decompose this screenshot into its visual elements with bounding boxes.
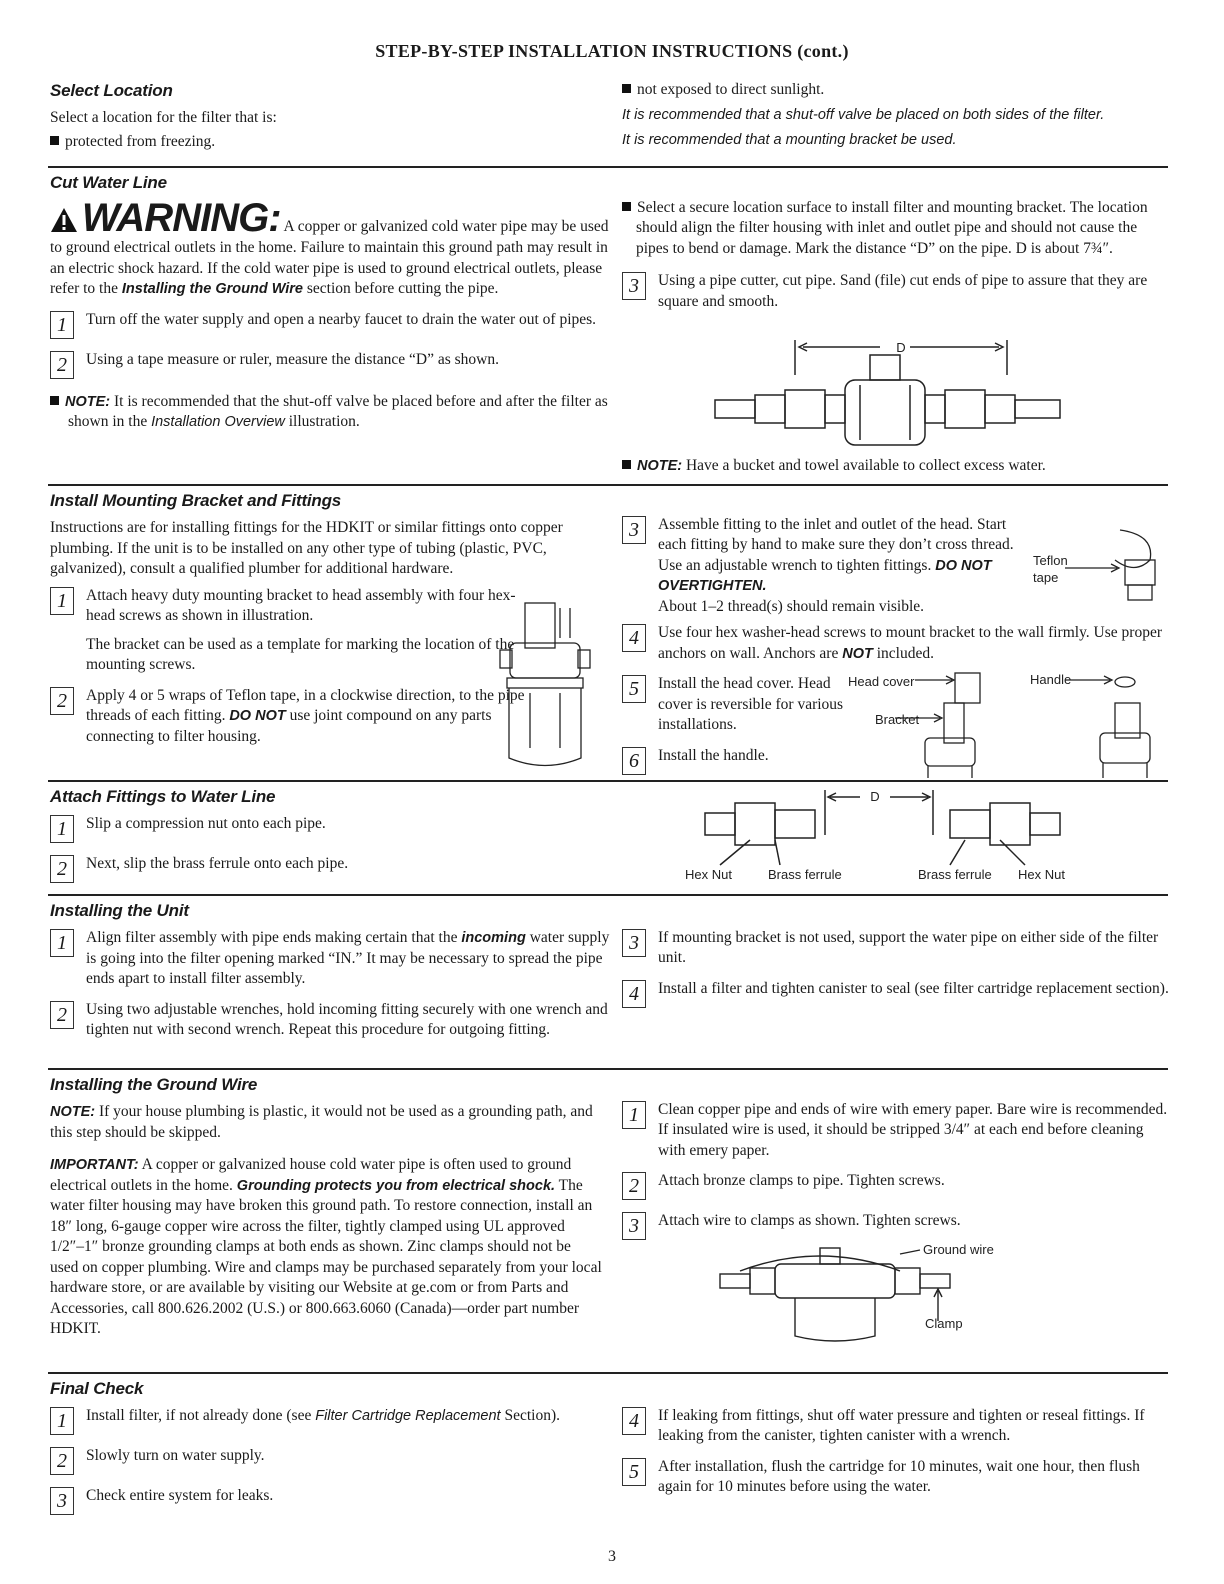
warning-paragraph [50, 198, 610, 299]
step-text: Slip a compression nut onto each pipe. [86, 815, 326, 833]
step-text-b: The bracket can be used as a template for marking the location of the mounting screws. [86, 635, 515, 674]
divider [48, 780, 1168, 782]
ground-note: NOTE: If your house plumbing is plastic, it would not be used as a grounding path, and this step should be skipped. [50, 1103, 593, 1141]
step-text: Install the head cover. Head cover is reversible for various installations. [658, 675, 844, 734]
cut-water-line-left [50, 172, 610, 433]
bullet-sunlight: not exposed to direct sunlight. [622, 80, 1172, 100]
warning-end: section before cutting the pipe. [306, 280, 499, 298]
ground-wire-diagram [720, 1236, 1020, 1346]
step-text: Check entire system for leaks. [86, 1487, 274, 1505]
final-step-2 [50, 1446, 602, 1476]
step-text: Using two adjustable wrenches, hold incoming fitting securely with one wrench and tighten nut with second wrench. Repeat this procedure for outgoing fitting. [86, 1000, 608, 1039]
unit-step-1: 1 Align filter assembly with pipe ends making certain that the incoming water supply is going into the filter opening marked “IN.” It may be necessary to spread the pipe ends apart to install filter assembly. [50, 928, 610, 989]
divider [48, 1068, 1168, 1070]
final-left [50, 1378, 602, 1526]
step-number: 1 [50, 1407, 74, 1435]
cut-water-line-right [622, 198, 1170, 322]
final-heading: Final Check [50, 1379, 144, 1398]
cut-step-3 [622, 271, 1170, 312]
step-number: 5 [622, 675, 646, 703]
fittings-diagram [680, 785, 1080, 885]
select-location-left [50, 80, 610, 152]
hex-nut-label-left: Hex Nut [685, 867, 732, 882]
step-number: 1 [50, 929, 74, 957]
bullet-icon [50, 136, 59, 145]
divider [48, 1372, 1168, 1374]
step-number: 4 [622, 1407, 646, 1435]
step-number: 1 [50, 311, 74, 339]
step-number: 4 [622, 980, 646, 1008]
unit-step-4 [622, 979, 1170, 1009]
teflon-tape-illustration [1025, 520, 1175, 610]
bullet-freezing: protected from freezing. [50, 132, 610, 152]
unit-step-3 [622, 928, 1170, 969]
step-number: 3 [50, 1487, 74, 1515]
step-text: Using a tape measure or ruler, measure the distance “D” as shown. [86, 350, 499, 368]
bullet-icon [622, 202, 631, 211]
step-text: Attach heavy duty mounting bracket to head assembly with four hex-head screws as shown in illustration. [86, 586, 516, 625]
final-step-3 [50, 1486, 602, 1516]
distance-d-label: D [896, 340, 906, 355]
attach-step-1 [50, 814, 610, 844]
step-number: 3 [622, 516, 646, 544]
cut-pipe-diagram [715, 335, 1095, 453]
divider [48, 894, 1168, 896]
filter-bracket-illustration [495, 598, 595, 770]
step-text: Next, slip the brass ferrule onto each pipe. [86, 855, 349, 873]
cut-note: NOTE: It is recommended that the shut-off valve be placed before and after the filter as shown in the Installation Overview illustration. [50, 392, 610, 433]
d-label: D [870, 789, 880, 804]
mounting-heading: Install Mounting Bracket and Fittings [50, 491, 342, 510]
page-title: STEP-BY-STEP INSTALLATION INSTRUCTIONS (cont.) [375, 41, 849, 61]
final-right [622, 1406, 1170, 1508]
step-number: 2 [50, 1447, 74, 1475]
step-number: 6 [622, 747, 646, 775]
teflon-label: Teflon [1033, 553, 1068, 568]
divider [48, 484, 1168, 486]
unit-heading: Installing the Unit [50, 901, 189, 920]
mounting-step-3: 3 Assemble fitting to the inlet and outlet of the head. Start each fitting by hand to make sure they don’t cross thread. Use an adjustable wrench to tighten fittings. DO NOT OVERTIGHTEN. About 1–2 thread(s) should remain visible. [622, 515, 1038, 617]
divider [48, 166, 1168, 168]
bullet-icon [622, 460, 631, 469]
step-text: Attach wire to clamps as shown. Tighten screws. [658, 1212, 961, 1230]
ground-wire-label: Ground wire [923, 1242, 994, 1257]
mounting-step-1 [50, 586, 526, 676]
step-text: Clean copper pipe and ends of wire with emery paper. Bare wire is recommended. If insulated wire is used, it should be stripped 3/4″ at each end before cleaning with emery paper. [658, 1101, 1168, 1159]
step-number: 1 [622, 1101, 646, 1129]
step-text: Install a filter and tighten canister to seal (see filter cartridge replacement section). [658, 979, 1169, 997]
attach-left [50, 786, 610, 894]
step-number: 2 [50, 351, 74, 379]
mounting-intro: Instructions are for installing fittings for the HDKIT or similar fittings onto copper plumbing. If the unit is to be installed on any other type of tubing (plastic, PVC, galvanized), consult a qualified plumber for additional hardware. [50, 519, 563, 578]
ground-right [622, 1100, 1170, 1251]
step-number: 2 [622, 1172, 646, 1200]
mounting-step-2: 2 Apply 4 or 5 wraps of Teflon tape, in a clockwise direction, to the pipe threads of each fitting. DO NOT use joint compound on any parts connecting to filter housing. [50, 686, 526, 747]
step-number: 3 [622, 1212, 646, 1240]
step-number: 1 [50, 587, 74, 615]
bullet-icon [622, 84, 631, 93]
final-step-5 [622, 1457, 1170, 1498]
recommend-bracket: It is recommended that a mounting bracket be used. [622, 131, 957, 148]
clamp-label: Clamp [925, 1316, 963, 1331]
step-text: If leaking from fittings, shut off water pressure and tighten or reseal fittings. If leaking from the canister, tighten canister with a wrench. [658, 1407, 1145, 1445]
step-number: 1 [50, 815, 74, 843]
cut-step-2 [50, 350, 610, 380]
cut-note-2: NOTE: Have a bucket and towel available to collect excess water. [622, 456, 1170, 476]
step-number: 2 [50, 1001, 74, 1029]
page-number: 3 [608, 1548, 616, 1565]
step-text: Attach bronze clamps to pipe. Tighten screws. [658, 1172, 945, 1190]
warning-triangle-icon [50, 206, 78, 234]
unit-right [622, 928, 1170, 1019]
warning-word: WARNING: [81, 196, 281, 241]
tape-label: tape [1033, 570, 1059, 585]
select-location-heading: Select Location [50, 81, 173, 100]
cut-step-1 [50, 310, 610, 340]
unit-left [50, 900, 610, 1051]
ground-left [50, 1074, 602, 1339]
bracket-label: Bracket [875, 712, 920, 727]
unit-step-2 [50, 1000, 610, 1041]
cut-water-line-heading: Cut Water Line [50, 173, 167, 192]
step-text: After installation, flush the cartridge for 10 minutes, wait one hour, then flush again for 10 minutes before using the water. [658, 1457, 1140, 1496]
step-text: Turn off the water supply and open a nearby faucet to drain the water out of pipes. [86, 310, 597, 328]
select-location-intro: Select a location for the filter that is: [50, 109, 277, 127]
step-number: 4 [622, 624, 646, 652]
handle-label: Handle [1030, 672, 1072, 687]
warning-text: A copper or galvanized cold water pipe may be used to ground electrical outlets in the home. Failure to maintain this ground path may result in an electric shock hazard. If the cold water pipe is used to ground electrical outlets, please refer to the [50, 218, 609, 298]
select-surface-bullet: Select a secure location surface to install filter and mounting bracket. The location should align the filter housing with inlet and outlet pipe and should not cause the pipes to bend or damage. Mark the distance “D” on the pipe. D is about 7¾″. [622, 198, 1170, 259]
ground-heading: Installing the Ground Wire [50, 1075, 258, 1094]
step-number: 2 [50, 687, 74, 715]
head-cover-label: Head cover [848, 674, 915, 689]
attach-heading: Attach Fittings to Water Line [50, 787, 276, 806]
step-number: 5 [622, 1458, 646, 1486]
step-text: If mounting bracket is not used, support the water pipe on either side of the filter unit. [658, 929, 1159, 967]
head-cover-illustration [840, 668, 1170, 780]
recommend-shutoff: It is recommended that a shut-off valve be placed on both sides of the filter. [622, 107, 1105, 124]
attach-step-2 [50, 854, 610, 884]
mounting-step-4: 4 Use four hex washer-head screws to mount bracket to the wall firmly. Use proper anchors on wall. Anchors are NOT included. [622, 623, 1170, 664]
step-text: Install the handle. [658, 746, 769, 764]
step-number: 3 [622, 929, 646, 957]
brass-ferrule-label-left: Brass ferrule [768, 867, 842, 882]
ground-step-2 [622, 1171, 1170, 1201]
step-number: 2 [50, 855, 74, 883]
select-location-right [622, 80, 1172, 150]
final-step-4 [622, 1406, 1170, 1447]
ground-step-1 [622, 1100, 1170, 1161]
step-text: Using a pipe cutter, cut pipe. Sand (file) cut ends of pipe to assure that they are square and smooth. [658, 272, 1148, 310]
warning-ref: Installing the Ground Wire [121, 281, 303, 298]
hex-nut-label-right: Hex Nut [1018, 867, 1065, 882]
step-text: Slowly turn on water supply. [86, 1447, 265, 1465]
final-step-1: 1 Install filter, if not already done (see Filter Cartridge Replacement Section). [50, 1406, 602, 1436]
mounting-step-5 [622, 674, 858, 735]
step-number: 3 [622, 272, 646, 300]
bullet-icon [50, 396, 59, 405]
ground-important: IMPORTANT: A copper or galvanized house cold water pipe is often used to ground electrical outlets in the home. Grounding protects you from electrical shock. The water filter housing may have broken this ground path. To restore connection, install an 18″ long, 6-gauge copper wire across the filter, tightly clamped using UL approved 1/2″–1″ bronze grounding clamps at both ends as shown. Zinc clamps should not be used on copper plumbing. Wire and clamps may be purchased separately from your local hardware store, or are available by visiting our Website at ge.com or from Parts and Accessories, call 800.626.2002 (U.S.) or 800.663.6060 (Canada)—order part number HDKIT. [50, 1156, 602, 1337]
brass-ferrule-label-right: Brass ferrule [918, 867, 992, 882]
